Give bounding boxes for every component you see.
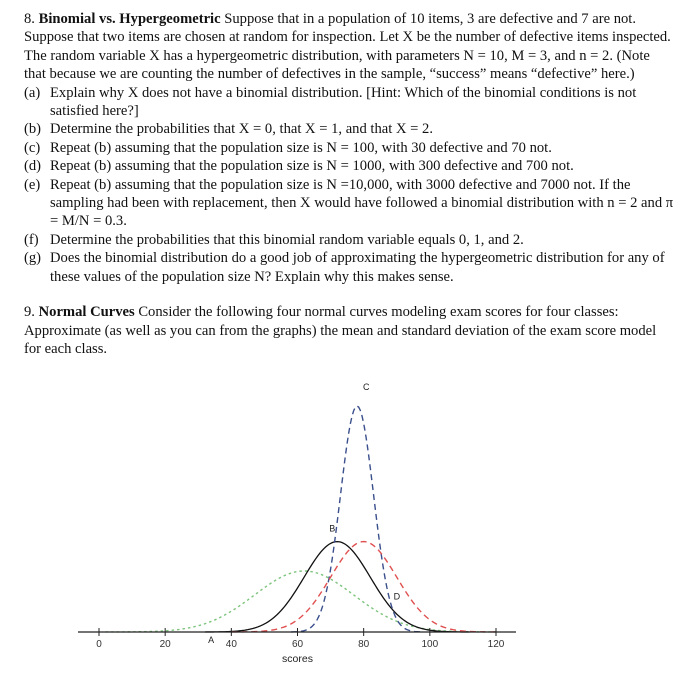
x-tick-label: 60 — [291, 639, 304, 650]
part-label: (b) — [24, 121, 42, 138]
problem-9-text: Consider the following four normal curves modeling exam scores for four classes: Approximate (as well as you can from the graphs) the mean and standard deviation of the exam score model for each class. — [24, 304, 657, 357]
part-d — [24, 157, 674, 175]
part-b — [24, 120, 674, 138]
x-tick-label: 0 — [96, 639, 102, 650]
document-body — [24, 10, 674, 358]
curve-label-a: A — [208, 634, 215, 645]
part-f — [24, 231, 674, 249]
x-tick-label: 40 — [225, 639, 237, 650]
x-tick-label: 120 — [487, 639, 505, 650]
problem-9-number: 9. — [24, 304, 35, 321]
part-text: Determine the probabilities that X = 0, that X = 1, and that X = 2. — [50, 121, 433, 138]
problem-8-intro — [24, 10, 674, 84]
x-tick-label: 100 — [421, 639, 439, 650]
part-e — [24, 176, 674, 231]
part-label: (g) — [24, 250, 42, 267]
curves-group — [106, 382, 496, 645]
curve-label-b: B — [329, 523, 336, 534]
curve-label-d: D — [393, 591, 401, 602]
problem-8-parts — [24, 84, 674, 286]
part-label: (d) — [24, 158, 42, 175]
part-text: Repeat (b) assuming that the population size is N = 100, with 30 defective and 70 not. — [50, 139, 552, 156]
part-label: (c) — [24, 139, 41, 156]
part-g — [24, 249, 674, 286]
part-text: Determine the probabilities that this binomial random variable equals 0, 1, and 2. — [50, 231, 524, 248]
problem-8-text: Suppose that in a population of 10 items, 3 are defective and 7 are not. Suppose that two items are chosen at random for inspection. Let X be the number of defective items inspected. The random variable X has a hypergeometric distribution, with parameters N = 10, M = 3, and n = 2. (Note that because we are counting the number of defectives in the sample, “success” means “defective” here.) — [24, 11, 671, 83]
curve-d — [231, 542, 496, 632]
problem-8-title: Binomial vs. Hypergeometric — [38, 11, 221, 27]
x-axis-label: scores — [282, 653, 313, 665]
curve-c — [291, 406, 423, 632]
part-text: Does the binomial distribution do a good job of approximating the hypergeometric distribution for any of these values of the population size N? Explain why this makes sense. — [50, 250, 665, 285]
problem-9-title: Normal Curves — [38, 304, 135, 321]
curve-b — [205, 542, 470, 632]
part-text: Explain why X does not have a binomial distribution. [Hint: Which of the binomial conditions is not satisfied here?] — [50, 84, 637, 120]
curve-label-c: C — [363, 382, 370, 392]
problem-9-intro — [24, 303, 674, 358]
part-text: Repeat (b) assuming that the population size is N =10,000, with 3000 defective and 7000 not. If the sampling had been with replacement, then X would have followed a binomial distribution with n = 2 and π = M/N = 0.3. — [50, 176, 674, 230]
x-tick-label: 80 — [358, 639, 370, 650]
part-label: (a) — [24, 84, 41, 101]
problem-8-number: 8. — [24, 11, 35, 27]
part-c — [24, 139, 674, 157]
part-a — [24, 84, 674, 121]
part-text: Repeat (b) assuming that the population size is N = 1000, with 300 defective and 700 not. — [50, 158, 574, 175]
x-tick-label: 20 — [159, 639, 171, 650]
part-label: (e) — [24, 176, 41, 193]
part-label: (f) — [24, 231, 39, 248]
spacer — [24, 286, 674, 303]
curve-a — [106, 571, 496, 632]
normal-curves-chart — [0, 382, 687, 700]
